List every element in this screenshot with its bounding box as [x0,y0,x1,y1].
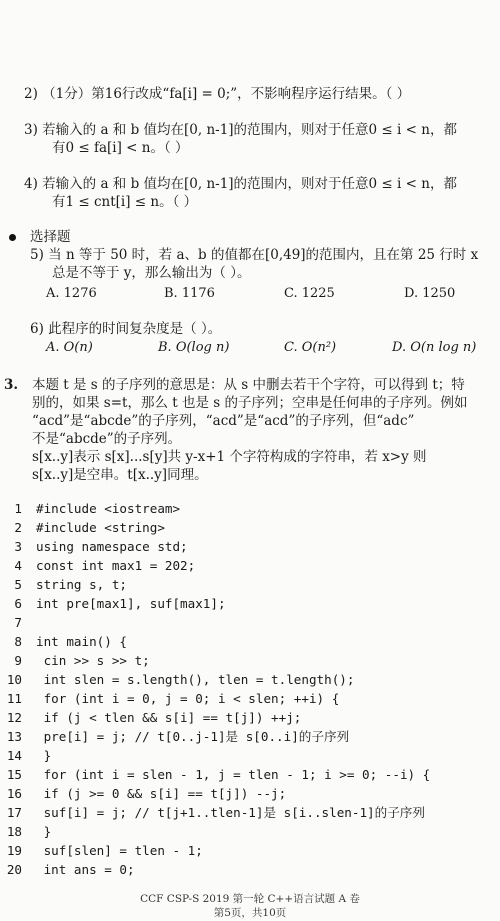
problem-3-desc-1: 本题 t 是 s 的子序列的意思是：从 s 中删去若干个字符，可以得到 t；特 [32,377,465,393]
code-line: 1 #include <iostream> [14,501,181,516]
problem-3-desc-6: s[x..y]是空串。t[x..y]同理。 [32,467,208,483]
code-line: 20 int ans = 0; [6,862,135,877]
code-line: 19 suf[slen] = tlen - 1; [6,843,203,858]
question-4-line-2: 有1 ≤ cnt[i] ≤ n。（ ） [52,194,198,210]
q5-option-b: B. 1176 [164,286,215,301]
q6-option-b: B. O(log n) [158,340,230,355]
code-line: 9 cin >> s >> t; [14,653,150,668]
code-line: 11 for (int i = 0, j = 0; i < slen; ++i) { [6,691,340,706]
code-line: 10 int slen = s.length(), tlen = t.length(); [6,672,355,687]
code-line: 8 int main() { [14,634,127,649]
question-6: 6) 此程序的时间复杂度是（ ）。 [30,321,222,337]
code-line: 12 if (j < tlen && s[i] == t[j]) ++j; [6,710,302,725]
q5-option-d: D. 1250 [404,286,456,301]
code-line: 18 } [6,824,52,839]
code-line: 7 [14,615,22,630]
question-5-line-1: 5) 当 n 等于 50 时，若 a、b 的值都在[0,49]的范围内，且在第 25 行时 x [30,247,479,263]
footer-page-number: 第5页，共10页 [213,907,287,919]
bullet-icon [9,234,16,241]
code-line: 17 suf[i] = j; // t[j+1..tlen-1]是 s[i..slen-1]的子序列 [6,805,425,820]
code-line: 3 using namespace std; [14,539,188,554]
problem-3-desc-4: 不是“abcde”的子序列。 [32,431,182,447]
question-4-line-1: 4) 若输入的 a 和 b 值均在[0, n-1]的范围内，则对于任意0 ≤ i < n，都 [24,176,457,192]
q6-option-a: A. O(n) [46,340,93,355]
q5-option-c: C. 1225 [284,286,335,301]
choice-heading: 选择题 [30,229,71,245]
problem-3-desc-5: s[x..y]表示 s[x]...s[y]共 y-x+1 个字符构成的字符串，若 x>y 则 [32,449,427,465]
problem-3-desc-3: “acd”是“abcde”的子序列，“acd”是“acd”的子序列，但“adc” [32,413,415,429]
question-2: 2) （1分）第16行改成“fa[i] = 0;”，不影响程序运行结果。（ ） [24,86,411,102]
q5-option-a: A. 1276 [46,286,97,301]
code-line: 6 int pre[max1], suf[max1]; [14,596,226,611]
question-5-line-2: 总是不等于 y，那么输出为（ ）。 [52,265,251,281]
question-3-line-1: 3) 若输入的 a 和 b 值均在[0, n-1]的范围内，则对于任意0 ≤ i < n，都 [24,122,457,138]
code-line: 4 const int max1 = 202; [14,558,196,573]
q6-option-c: C. O(n²) [284,340,337,355]
code-line: 2 #include <string> [14,520,165,535]
footer-exam-title: CCF CSP-S 2019 第一轮 C++语言试题 A 卷 [140,893,360,905]
problem-3-desc-2: 别的，如果 s=t，那么 t 也是 s 的子序列；空串是任何串的子序列。例如 [32,395,468,411]
q6-option-d: D. O(n log n) [392,340,477,355]
question-3-line-2: 有0 ≤ fa[i] < n。（ ） [52,140,189,156]
code-line: 13 pre[i] = j; // t[0..j-1]是 s[0..i]的子序列 [6,729,350,744]
code-line: 15 for (int i = slen - 1, j = tlen - 1; i >= 0; --i) { [6,767,431,782]
code-line: 14 } [6,748,52,763]
problem-3-number: 3. [4,377,19,393]
code-line: 16 if (j >= 0 && s[i] == t[j]) --j; [6,786,287,801]
code-line: 5 string s, t; [14,577,127,592]
